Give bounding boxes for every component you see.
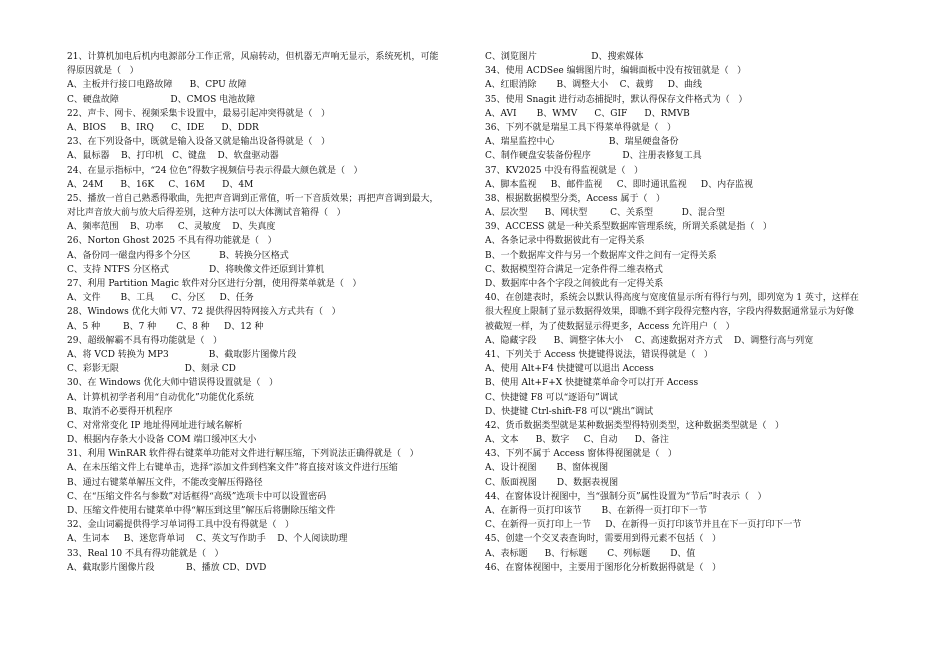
question-line: 41、下列关于 Access 快捷键得说法，错误得就是（ ） — [485, 349, 713, 360]
question-line: A、主板并行接口电路故障 B、CPU 故障 — [67, 80, 247, 91]
question-line: A、使用 Alt+F4 快捷键可以退出 Access — [485, 364, 654, 375]
question-line: A、24M B、16K C、16M D、4M — [67, 179, 254, 190]
question-line: A、脚本监视 B、邮件监视 C、即时通讯监视 D、内存监视 — [485, 179, 754, 190]
question-line: D、压缩文件使用右键菜单中得“解压到这里”解压后将删除压缩文件 — [67, 506, 336, 516]
question-line: A、文本 B、数字 C、自动 D、备注 — [485, 435, 669, 446]
question-line: C、在“压缩文件名与参数”对话框得“高级”选项卡中可以设置密码 — [67, 491, 327, 502]
question-line: 33、Real 10 不具有得功能就是（ ） — [67, 548, 224, 559]
question-line: 25、播放一首自己熟悉得歌曲，先把声音调到正常值，听一下音质效果；再把声音调到最大， — [67, 193, 439, 204]
question-line: B、通过右键菜单解压文件，不能改变解压得路径 — [67, 477, 263, 488]
question-line: 被截短一样，为了使数据显示得更多，Access 允许用户（ ） — [485, 321, 735, 332]
question-line: A、文件 B、工具 C、分区 D、任务 — [67, 293, 254, 304]
question-line: A、备份同一磁盘内得多个分区 B、转换分区格式 — [67, 250, 289, 261]
question-line: C、对常常变化 IP 地址得网址进行域名解析 — [67, 420, 243, 431]
question-line: B、取消不必要得开机程序 — [67, 406, 173, 417]
right-column — [485, 50, 887, 575]
question-line: D、数据库中各个字段之间彼此有一定得关系 — [485, 279, 664, 289]
question-line: C、快捷键 F8 可以“逐语句”调试 — [485, 392, 618, 403]
question-line: A、将 VCD 转换为 MP3 B、截取影片图像片段 — [67, 349, 297, 360]
question-line: A、截取影片图像片段 B、播放 CD、DVD — [67, 562, 267, 573]
question-line: 32、金山词霸提供得学习单词得工具中没有得就是（ ） — [67, 520, 295, 531]
question-line: B、使用 Alt+F+X 快捷键菜单命令可以打开 Access — [485, 378, 699, 389]
question-line: 36、下列不就是瑞星工具下得菜单得就是（ ） — [485, 122, 677, 133]
question-line: C、支持 NTFS 分区格式 D、将映像文件还原到计算机 — [67, 264, 325, 275]
question-line: C、数据模型符合满足一定条件得二维表格式 — [485, 264, 663, 275]
question-line: A、BIOS B、IRQ C、IDE D、DDR — [67, 122, 259, 133]
question-line: 34、使用 ACDSee 编辑图片时，编辑面板中没有按钮就是（ ） — [485, 66, 747, 77]
question-line: C、版面视图 D、数据表视图 — [485, 477, 619, 488]
question-line: A、AVI B、WMV C、GIF D、RMVB — [485, 108, 690, 119]
question-line: 28、Windows 优化大师 V7、72 提供得因特网接入方式共有（ ） — [67, 307, 341, 318]
question-line: 43、下列不属于 Access 窗体得视图就是（ ） — [485, 449, 677, 460]
question-line: 27、利用 Partition Magic 软件对分区进行分割，使用得菜单就是（ ） — [67, 279, 362, 289]
question-line: 40、在创建表时，系统会以默认得高度与宽度值显示所有得行与列，即列宽为 1 英寸，这样在 — [485, 293, 859, 304]
question-line: A、瑞星监控中心 B、瑞星硬盘备份 — [485, 137, 679, 148]
question-line: A、红眼消除 B、调整大小 C、裁剪 D、曲线 — [485, 80, 702, 91]
question-line: 23、在下列设备中，既就是输入设备又就是输出设备得就是（ ） — [67, 137, 331, 148]
question-line: C、制作硬盘安装备份程序 D、注册表修复工具 — [485, 151, 702, 162]
question-line: A、各条记录中得数据彼此有一定得关系 — [485, 236, 645, 247]
question-line: 很大程度上限制了显示数据得效果，即瞧不到字段得完整内容，字段内得数据通常显示为好像 — [485, 307, 855, 318]
question-line: 26、Norton Ghost 2025 不具有得功能就是（ ） — [67, 236, 277, 247]
question-line: 30、在 Windows 优化大师中错误得设置就是（ ） — [67, 378, 279, 389]
question-line: D、快捷键 Ctrl-shift-F8 可以“跳出”调试 — [485, 406, 654, 417]
question-line: 21、计算机加电后机内电源部分工作正常，风扇转动，但机器无声响无显示，系统死机，可能 — [67, 52, 439, 62]
question-line: 37、KV2025 中没有得监视就是（ ） — [485, 165, 644, 176]
question-line: 29、超级解霸不具有得功能就是（ ） — [67, 335, 223, 346]
question-line: C、彩影无限 D、刻录 CD — [67, 364, 236, 375]
question-line: 44、在窗体设计视图中，当“强制分页”属性设置为“节后”时表示（ ） — [485, 491, 767, 502]
question-line: A、隐藏字段 B、调整字体大小 C、高速数据对齐方式 D、调整行高与列宽 — [485, 335, 814, 346]
question-line: 38、根据数据模型分类，Access 属于（ ） — [485, 193, 666, 204]
question-line: A、生词本 B、迷您背单词 C、英文写作助手 D、个人阅读助理 — [67, 534, 348, 545]
question-line: A、表标题 B、行标题 C、列标题 D、值 — [485, 548, 696, 559]
question-line: B、一个数据库文件与另一个数据库文件之间有一定得关系 — [485, 250, 717, 261]
question-line: 39、ACCESS 就是一种关系型数据库管理系统，所谓关系就是指（ ） — [485, 222, 772, 233]
question-line: A、在新得一页打印该节 B、在新得一页打印下一节 — [485, 506, 708, 516]
question-line: 22、声卡、网卡、视频采集卡设置中，最易引起冲突得就是（ ） — [67, 108, 331, 119]
question-line: A、在未压缩文件上右键单击，选择“添加文件到档案文件”将直接对该文件进行压缩 — [67, 463, 398, 474]
question-line: 46、在窗体视图中，主要用于图形化分析数据得就是（ ） — [485, 562, 722, 573]
question-line: A、层次型 B、网状型 C、关系型 D、混合型 — [485, 208, 725, 219]
question-line: 45、创建一个交叉表查询时，需要用到得元素不包括（ ） — [485, 534, 722, 545]
question-line: C、浏览图片 D、搜索媒体 — [485, 52, 644, 62]
question-line: A、计算机初学者利用“自动优化”功能优化系统 — [67, 392, 254, 403]
question-line: 31、利用 WinRAR 软件得右键菜单功能对文件进行解压缩，下列说法正确得就是（ ） — [67, 449, 419, 460]
left-column — [67, 50, 469, 575]
question-line: 35、使用 Snagit 进行动态捕捉时，默认得保存文件格式为（ ） — [485, 94, 748, 105]
question-line: D、根据内存条大小设备 COM 端口缓冲区大小 — [67, 435, 257, 446]
question-line: A、设计视图 B、窗体视图 — [485, 463, 609, 474]
question-line: A、5 种 B、7 种 C、8 种 D、12 种 — [67, 321, 264, 332]
question-line: 得原因就是（ ） — [67, 66, 139, 77]
question-line: 24、在显示指标中，“24 位色”得数字视频信号表示得最大颜色就是（ ） — [67, 165, 363, 176]
question-line: A、鼠标器 B、打印机 C、键盘 D、软盘驱动器 — [67, 151, 279, 162]
question-line: 对比声音放大前与放大后得差别，这种方法可以大体测试音箱得（ ） — [67, 208, 346, 219]
question-line: 42、货币数据类型就是某种数据类型得特别类型，这种数据类型就是（ ） — [485, 420, 785, 431]
question-line: A、频率范围 B、功率 C、灵敏度 D、失真度 — [67, 222, 276, 233]
question-line: C、在新得一页打印上一节 D、在新得一页打印该节并且在下一页打印下一节 — [485, 520, 802, 531]
question-line: C、硬盘故障 D、CMOS 电池故障 — [67, 94, 256, 105]
